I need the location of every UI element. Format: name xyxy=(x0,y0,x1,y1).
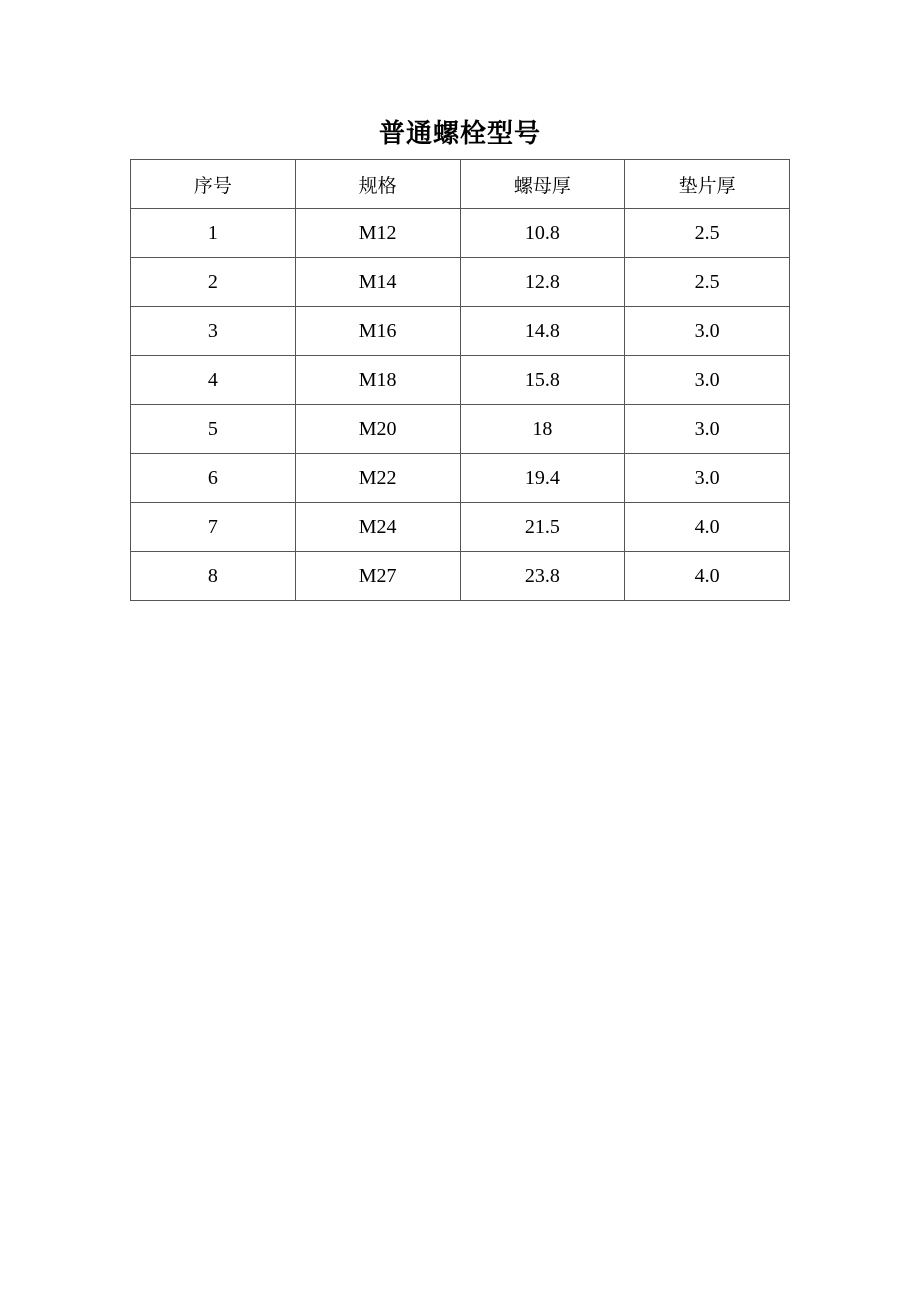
cell-spec: M16 xyxy=(295,307,460,356)
cell-nut-thickness: 14.8 xyxy=(460,307,625,356)
table-row xyxy=(131,405,790,454)
cell-nut-thickness: 23.8 xyxy=(460,552,625,601)
cell-spec: M22 xyxy=(295,454,460,503)
cell-index: 5 xyxy=(131,405,296,454)
cell-nut-thickness: 10.8 xyxy=(460,209,625,258)
table-row xyxy=(131,258,790,307)
cell-spec: M27 xyxy=(295,552,460,601)
header-index: 序号 xyxy=(131,160,296,209)
cell-washer-thickness: 3.0 xyxy=(625,356,790,405)
cell-nut-thickness: 18 xyxy=(460,405,625,454)
bolt-spec-table xyxy=(130,159,790,601)
table-row xyxy=(131,454,790,503)
cell-index: 6 xyxy=(131,454,296,503)
table-row xyxy=(131,552,790,601)
header-nut-thickness: 螺母厚 xyxy=(460,160,625,209)
cell-spec: M14 xyxy=(295,258,460,307)
cell-index: 2 xyxy=(131,258,296,307)
cell-spec: M20 xyxy=(295,405,460,454)
cell-index: 1 xyxy=(131,209,296,258)
header-washer-thickness: 垫片厚 xyxy=(625,160,790,209)
cell-nut-thickness: 21.5 xyxy=(460,503,625,552)
cell-index: 7 xyxy=(131,503,296,552)
table-row xyxy=(131,307,790,356)
table-row xyxy=(131,503,790,552)
table-row xyxy=(131,209,790,258)
table-header-row xyxy=(131,160,790,209)
cell-nut-thickness: 15.8 xyxy=(460,356,625,405)
cell-index: 3 xyxy=(131,307,296,356)
cell-spec: M24 xyxy=(295,503,460,552)
cell-spec: M18 xyxy=(295,356,460,405)
cell-nut-thickness: 19.4 xyxy=(460,454,625,503)
cell-washer-thickness: 4.0 xyxy=(625,503,790,552)
cell-washer-thickness: 3.0 xyxy=(625,405,790,454)
cell-washer-thickness: 3.0 xyxy=(625,307,790,356)
cell-washer-thickness: 2.5 xyxy=(625,209,790,258)
header-spec: 规格 xyxy=(295,160,460,209)
cell-spec: M12 xyxy=(295,209,460,258)
table-row xyxy=(131,356,790,405)
cell-index: 8 xyxy=(131,552,296,601)
cell-washer-thickness: 3.0 xyxy=(625,454,790,503)
cell-index: 4 xyxy=(131,356,296,405)
cell-nut-thickness: 12.8 xyxy=(460,258,625,307)
cell-washer-thickness: 2.5 xyxy=(625,258,790,307)
page-title: 普通螺栓型号 xyxy=(378,119,541,149)
cell-washer-thickness: 4.0 xyxy=(625,552,790,601)
